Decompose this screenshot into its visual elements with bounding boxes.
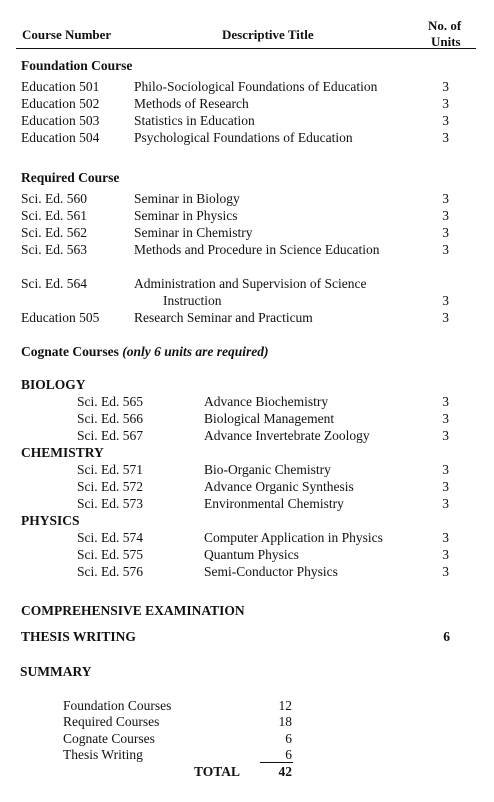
thesis-writing-label: THESIS WRITING bbox=[21, 629, 136, 644]
course-title: Methods and Procedure in Science Education bbox=[134, 242, 380, 257]
course-units: 3 bbox=[442, 479, 449, 494]
course-units: 3 bbox=[442, 79, 449, 94]
course-title: Seminar in Physics bbox=[134, 208, 238, 223]
course-units: 3 bbox=[442, 394, 449, 409]
course-code: Sci. Ed. 561 bbox=[21, 208, 87, 223]
course-code: Sci. Ed. 562 bbox=[21, 225, 87, 240]
course-code: Sci. Ed. 563 bbox=[21, 242, 87, 257]
course-units: 3 bbox=[442, 428, 449, 443]
course-title: Semi-Conductor Physics bbox=[204, 564, 338, 579]
summary-value: 12 bbox=[278, 698, 292, 713]
course-units: 3 bbox=[442, 462, 449, 477]
thesis-writing-units: 6 bbox=[443, 629, 450, 644]
course-code: Sci. Ed. 560 bbox=[21, 191, 87, 206]
course-title: Psychological Foundations of Education bbox=[134, 130, 353, 145]
group-physics: PHYSICS bbox=[21, 513, 80, 528]
course-code: Sci. Ed. 575 bbox=[77, 547, 143, 562]
course-code: Education 503 bbox=[21, 113, 100, 128]
summary-value: 6 bbox=[285, 747, 292, 762]
header-descriptive-title: Descriptive Title bbox=[222, 27, 314, 42]
course-code: Sci. Ed. 574 bbox=[77, 530, 143, 545]
course-units: 3 bbox=[442, 208, 449, 223]
course-title: Advance Biochemistry bbox=[204, 394, 329, 409]
course-title: Environmental Chemistry bbox=[204, 496, 344, 511]
summary-value: 18 bbox=[278, 714, 292, 729]
course-code: Sci. Ed. 566 bbox=[77, 411, 143, 426]
cognate-heading: Cognate Courses bbox=[21, 344, 119, 359]
cognate-heading-line bbox=[21, 344, 269, 360]
course-code: Education 504 bbox=[21, 130, 100, 145]
course-units: 3 bbox=[442, 130, 449, 145]
header-units-line2: Units bbox=[431, 34, 461, 49]
header-course-number: Course Number bbox=[22, 27, 112, 42]
course-code: Sci. Ed. 573 bbox=[77, 496, 143, 511]
course-title: Methods of Research bbox=[134, 96, 249, 111]
header-rule bbox=[16, 48, 476, 49]
course-units: 3 bbox=[442, 547, 449, 562]
header-units-line1: No. of bbox=[428, 18, 462, 33]
course-title: Philo-Sociological Foundations of Education bbox=[134, 79, 378, 94]
cognate-note: (only 6 units are required) bbox=[122, 344, 269, 359]
summary-value: 6 bbox=[285, 731, 292, 746]
course-title: Bio-Organic Chemistry bbox=[204, 462, 331, 477]
summary-label: Foundation Courses bbox=[63, 698, 172, 713]
course-code: Sci. Ed. 576 bbox=[77, 564, 143, 579]
summary-label: Required Courses bbox=[63, 714, 160, 729]
required-heading: Required Course bbox=[21, 170, 120, 185]
course-title: Advance Invertebrate Zoology bbox=[204, 428, 370, 443]
course-title: Research Seminar and Practicum bbox=[134, 310, 313, 325]
course-title: Seminar in Chemistry bbox=[134, 225, 253, 240]
course-units: 3 bbox=[442, 113, 449, 128]
foundation-heading: Foundation Course bbox=[21, 58, 133, 73]
course-code: Sci. Ed. 571 bbox=[77, 462, 143, 477]
course-units: 3 bbox=[442, 242, 449, 257]
group-chemistry: CHEMISTRY bbox=[21, 445, 104, 460]
group-biology: BIOLOGY bbox=[21, 377, 86, 392]
summary-total-value: 42 bbox=[278, 764, 292, 779]
course-code: Education 505 bbox=[21, 310, 100, 325]
summary-heading: SUMMARY bbox=[20, 664, 92, 679]
course-title: Quantum Physics bbox=[204, 547, 299, 562]
course-units: 3 bbox=[442, 293, 449, 308]
course-code: Sci. Ed. 564 bbox=[21, 276, 87, 291]
course-title: Advance Organic Synthesis bbox=[204, 479, 354, 494]
course-units: 3 bbox=[442, 225, 449, 240]
course-title-continued: Instruction bbox=[163, 293, 222, 308]
course-code: Sci. Ed. 572 bbox=[77, 479, 143, 494]
course-title: Computer Application in Physics bbox=[204, 530, 383, 545]
course-title: Biological Management bbox=[204, 411, 335, 426]
summary-total-rule bbox=[260, 762, 293, 763]
summary-label: Cognate Courses bbox=[63, 731, 155, 746]
course-units: 3 bbox=[442, 96, 449, 111]
course-units: 3 bbox=[442, 496, 449, 511]
course-code: Education 501 bbox=[21, 79, 100, 94]
course-code: Sci. Ed. 567 bbox=[77, 428, 143, 443]
course-units: 3 bbox=[442, 191, 449, 206]
course-code: Sci. Ed. 565 bbox=[77, 394, 143, 409]
course-units: 3 bbox=[442, 564, 449, 579]
course-units: 3 bbox=[442, 411, 449, 426]
comprehensive-examination: COMPREHENSIVE EXAMINATION bbox=[21, 603, 245, 618]
course-units: 3 bbox=[442, 310, 449, 325]
course-units: 3 bbox=[442, 530, 449, 545]
course-title: Seminar in Biology bbox=[134, 191, 240, 206]
course-title: Administration and Supervision of Science bbox=[134, 276, 367, 291]
summary-total-label: TOTAL bbox=[194, 764, 241, 779]
summary-label: Thesis Writing bbox=[63, 747, 143, 762]
course-code: Education 502 bbox=[21, 96, 100, 111]
course-title: Statistics in Education bbox=[134, 113, 255, 128]
